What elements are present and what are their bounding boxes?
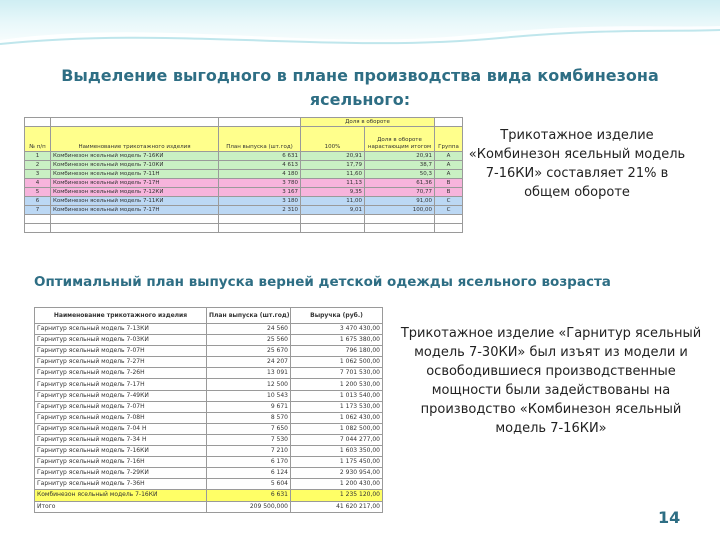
cell-share: 9,01 xyxy=(301,206,365,215)
cell-plan: 6 631 xyxy=(207,490,291,501)
cell-share: 20,91 xyxy=(301,152,365,161)
cell-group: C xyxy=(435,197,463,206)
cell-rev: 1 082 500,00 xyxy=(291,423,383,434)
cell-plan: 10 543 xyxy=(207,390,291,401)
cell-plan: 4 613 xyxy=(219,161,301,170)
cell-group: B xyxy=(435,179,463,188)
cell-plan: 3 180 xyxy=(219,197,301,206)
table-row xyxy=(35,368,383,379)
cell-share: 17,79 xyxy=(301,161,365,170)
cell-rev: 1 013 540,00 xyxy=(291,390,383,401)
cell-plan: 3 780 xyxy=(219,179,301,188)
cell-plan: 7 530 xyxy=(207,434,291,445)
table-header-row xyxy=(25,127,463,152)
cell-share: 11,60 xyxy=(301,170,365,179)
cell-name: Комбинезон ясельный модель 7-10КИ xyxy=(51,161,219,170)
cell-rev: 1 200 530,00 xyxy=(291,379,383,390)
cell-cum: 100,00 xyxy=(365,206,435,215)
col-header: План выпуска (шт.год) xyxy=(207,308,291,324)
cell-rev: 41 620 217,00 xyxy=(291,501,383,512)
cell-n: 5 xyxy=(25,188,51,197)
col-header: 100% xyxy=(301,127,365,152)
cell-name: Гарнитур ясельный модель 7-08Н xyxy=(35,412,207,423)
cell-n: 7 xyxy=(25,206,51,215)
cell-plan: 3 167 xyxy=(219,188,301,197)
table-row xyxy=(35,479,383,490)
cell-group: A xyxy=(435,152,463,161)
cell-group: A xyxy=(435,161,463,170)
col-header: Доля в обороте нарастающим итогом xyxy=(365,127,435,152)
decorative-wave xyxy=(0,18,720,58)
cell-cum: 38,7 xyxy=(365,161,435,170)
table-row xyxy=(35,390,383,401)
cell-rev: 7 044 277,00 xyxy=(291,434,383,445)
table-row xyxy=(35,324,383,335)
cell-name: Гарнитур ясельный модель 7-29КИ xyxy=(35,468,207,479)
cell-plan: 2 310 xyxy=(219,206,301,215)
cell-name: Комбинезон ясельный модель 7-17Н xyxy=(51,206,219,215)
col-header: Наименование трикотажного изделия xyxy=(35,308,207,324)
cell-cum: 61,36 xyxy=(365,179,435,188)
cell-share: 11,13 xyxy=(301,179,365,188)
cell-plan: 6 631 xyxy=(219,152,301,161)
col-header: № п/п xyxy=(25,127,51,152)
cell-rev: 1 603 350,00 xyxy=(291,446,383,457)
cell-share: 11,00 xyxy=(301,197,365,206)
table-row xyxy=(35,401,383,412)
section-subtitle: Оптимальный план выпуска верней детской одежды ясельного возраста xyxy=(34,274,611,290)
col-header: Выручка (руб.) xyxy=(291,308,383,324)
cell-n: 6 xyxy=(25,197,51,206)
cell-name: Гарнитур ясельный модель 7-03КИ xyxy=(35,335,207,346)
table-header-row xyxy=(35,308,383,324)
cell-name: Комбинезон ясельный модель 7-12КИ xyxy=(51,188,219,197)
cell-plan: 8 570 xyxy=(207,412,291,423)
cell-plan: 5 604 xyxy=(207,479,291,490)
cell-name: Комбинезон ясельный модель 7-11Н xyxy=(51,170,219,179)
cell-rev: 7 701 530,00 xyxy=(291,368,383,379)
plan-table xyxy=(34,307,383,513)
cell-name: Гарнитур ясельный модель 7-13КИ xyxy=(35,324,207,335)
table-row xyxy=(25,188,463,197)
cell-n: 2 xyxy=(25,161,51,170)
table-row xyxy=(35,468,383,479)
cell-plan: 9 671 xyxy=(207,401,291,412)
cell-group: C xyxy=(435,206,463,215)
table-row xyxy=(35,346,383,357)
table-header-group-row xyxy=(25,118,463,127)
table-row xyxy=(25,197,463,206)
cell-name: Комбинезон ясельный модель 7-16КИ xyxy=(35,490,207,501)
cell-cum: 50,3 xyxy=(365,170,435,179)
cell-name: Гарнитур ясельный модель 7-07Н xyxy=(35,346,207,357)
cell-rev: 1 235 120,00 xyxy=(291,490,383,501)
table-row xyxy=(35,501,383,512)
table-row xyxy=(35,335,383,346)
col-header: Наименование трикотажного изделия xyxy=(51,127,219,152)
cell-plan: 25 560 xyxy=(207,335,291,346)
cell-name: Гарнитур ясельный модель 7-49КИ xyxy=(35,390,207,401)
table-row xyxy=(35,446,383,457)
cell-name: Комбинезон ясельный модель 7-11КИ xyxy=(51,197,219,206)
col-header: Группа xyxy=(435,127,463,152)
cell-rev: 1 175 450,00 xyxy=(291,457,383,468)
cell-plan: 12 500 xyxy=(207,379,291,390)
cell-plan: 7 650 xyxy=(207,423,291,434)
slide-title: Выделение выгодного в плане производства вида комбинезона ясельного: xyxy=(61,66,659,109)
cell-plan: 13 091 xyxy=(207,368,291,379)
cell-rev: 1 062 430,00 xyxy=(291,412,383,423)
cell-plan: 6 124 xyxy=(207,468,291,479)
cell-name: Комбинезон ясельный модель 7-16КИ xyxy=(51,152,219,161)
cell-rev: 3 470 430,00 xyxy=(291,324,383,335)
table-row xyxy=(25,170,463,179)
cell-rev: 1 062 500,00 xyxy=(291,357,383,368)
cell-plan: 25 670 xyxy=(207,346,291,357)
cell-plan: 6 170 xyxy=(207,457,291,468)
cell-name: Гарнитур ясельный модель 7-17Н xyxy=(35,379,207,390)
cell-cum: 20,91 xyxy=(365,152,435,161)
cell-name: Гарнитур ясельный модель 7-04 Н xyxy=(35,423,207,434)
table-row xyxy=(35,379,383,390)
share-note: Трикотажное изделие «Комбинезон ясельный модель 7-16КИ» составляет 21% в общем обороте xyxy=(468,128,686,200)
col-header: План выпуска (шт.год) xyxy=(219,127,301,152)
cell-share: 9,35 xyxy=(301,188,365,197)
cell-n: 4 xyxy=(25,179,51,188)
abc-table xyxy=(24,117,463,233)
cell-rev: 1 200 430,00 xyxy=(291,479,383,490)
table-row xyxy=(25,152,463,161)
cell-rev: 2 930 954,00 xyxy=(291,468,383,479)
cell-plan: 24 207 xyxy=(207,357,291,368)
table-row xyxy=(35,423,383,434)
cell-cum: 91,00 xyxy=(365,197,435,206)
cell-name: Гарнитур ясельный модель 7-16КИ xyxy=(35,446,207,457)
cell-plan: 24 560 xyxy=(207,324,291,335)
cell-name: Гарнитур ясельный модель 7-27Н xyxy=(35,357,207,368)
table-row xyxy=(25,179,463,188)
cell-rev: 1 675 380,00 xyxy=(291,335,383,346)
cell-rev: 796 180,00 xyxy=(291,346,383,357)
cell-group: A xyxy=(435,170,463,179)
table-row xyxy=(25,206,463,215)
table-row xyxy=(25,161,463,170)
cell-rev: 1 173 530,00 xyxy=(291,401,383,412)
page-number: 14 xyxy=(658,508,681,527)
table-row xyxy=(35,457,383,468)
table-row xyxy=(35,490,383,501)
cell-cum: 70,77 xyxy=(365,188,435,197)
cell-name: Гарнитур ясельный модель 7-16Н xyxy=(35,457,207,468)
cell-group: B xyxy=(435,188,463,197)
group-header: Доля в обороте xyxy=(301,118,435,127)
cell-plan: 7 210 xyxy=(207,446,291,457)
cell-name: Комбинезон ясельный модель 7-17Н xyxy=(51,179,219,188)
cell-n: 1 xyxy=(25,152,51,161)
cell-name: Гарнитур ясельный модель 7-26Н xyxy=(35,368,207,379)
table-row xyxy=(35,434,383,445)
cell-name: Итого xyxy=(35,501,207,512)
cell-plan: 209 500,000 xyxy=(207,501,291,512)
cell-name: Гарнитур ясельный модель 7-34 Н xyxy=(35,434,207,445)
cell-name: Гарнитур ясельный модель 7-36Н xyxy=(35,479,207,490)
removal-note: Трикотажное изделие «Гарнитур ясельный модель 7-30КИ» был изъят из модели и освободившиеся производственные мощности были задействованы на производство «Комбинезон ясельный модель 7-16КИ» xyxy=(400,326,702,436)
cell-plan: 4 180 xyxy=(219,170,301,179)
table-row xyxy=(35,357,383,368)
cell-n: 3 xyxy=(25,170,51,179)
table-row xyxy=(35,412,383,423)
cell-name: Гарнитур ясельный модель 7-07Н xyxy=(35,401,207,412)
